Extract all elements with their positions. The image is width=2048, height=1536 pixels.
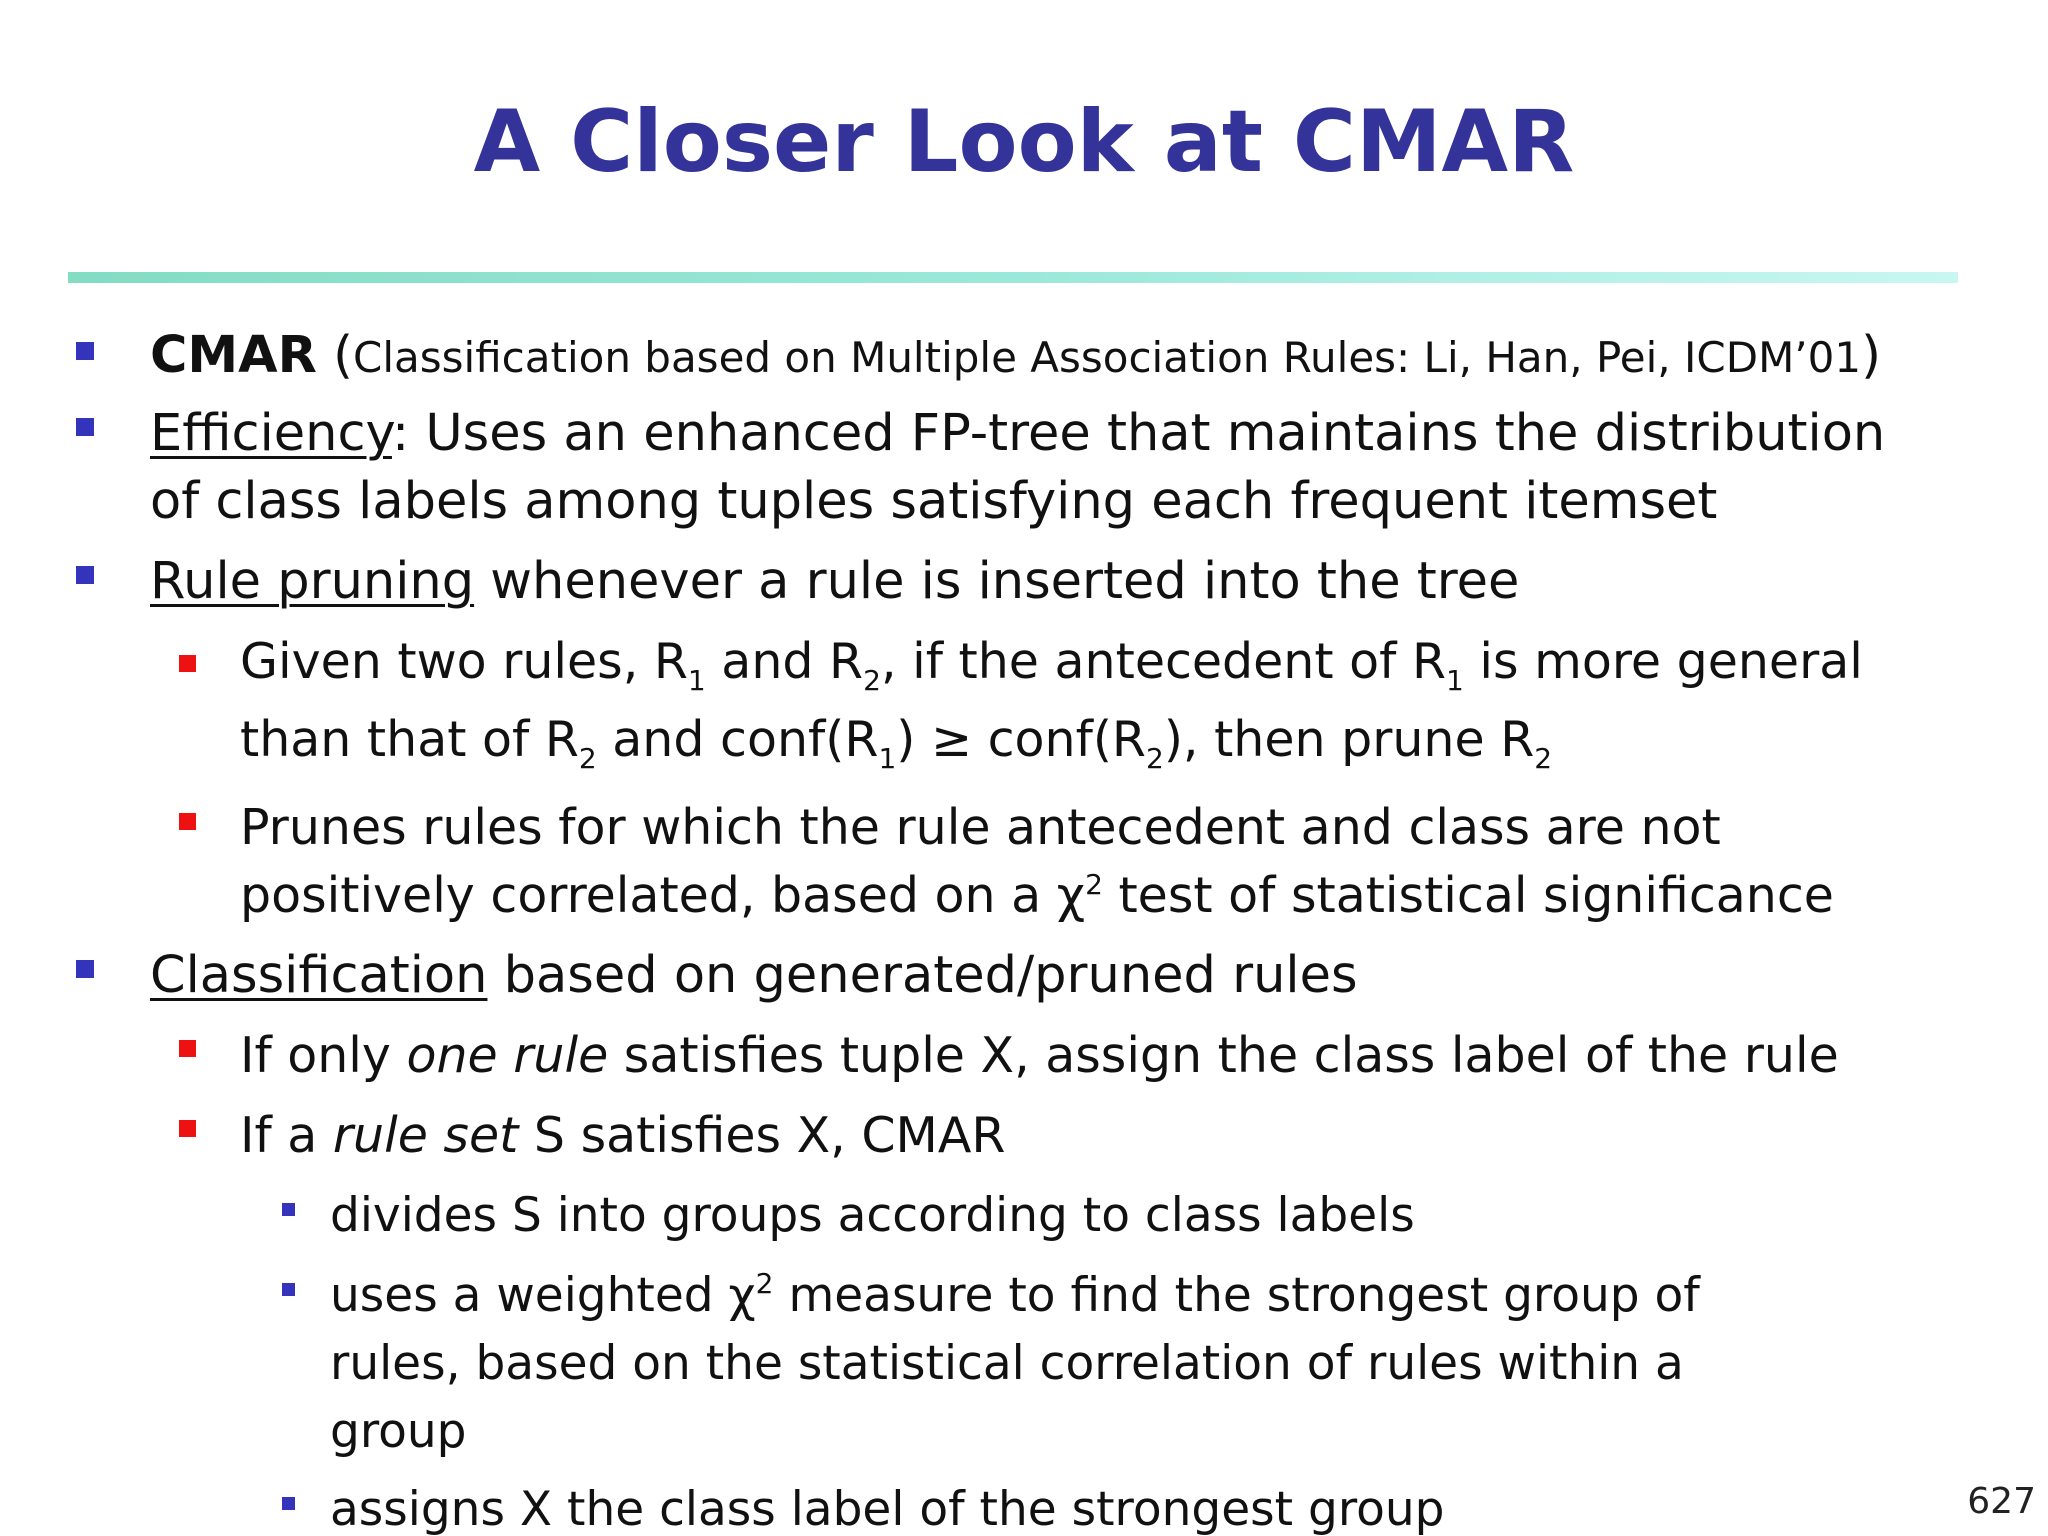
bullet-rule-pruning	[150, 548, 1519, 616]
bullet-classification	[150, 942, 1358, 1010]
subsubbullet-assigns: assigns X the class label of the strongest group	[330, 1482, 1445, 1536]
subbullet-square-icon	[179, 813, 196, 830]
bullet-square-icon	[76, 342, 94, 360]
bullet-efficiency-line2: of class labels among tuples satisfying each frequent itemset	[150, 472, 1718, 531]
classification-text: based on generated/pruned rules	[487, 946, 1358, 1005]
subbullet-prunes-rules-line2: positively correlated, based on a $\chi^2$ test of statistical significance	[240, 867, 1834, 924]
subbullet-rule-set: If a rule set S satisfies X, CMAR	[240, 1107, 1006, 1164]
subsubbullet-square-icon	[282, 1283, 295, 1296]
subbullet-one-rule: If only one rule satisfies tuple X, assign the class label of the rule	[240, 1027, 1839, 1084]
subbullet-square-icon	[179, 655, 196, 672]
slide-title: A Closer Look at CMAR	[473, 92, 1575, 192]
subsubbullet-square-icon	[282, 1203, 295, 1216]
bullet-square-icon	[76, 566, 94, 584]
classification-term: Classification	[150, 946, 488, 1005]
page-number: 627	[1967, 1481, 2036, 1522]
subsubbullet-square-icon	[282, 1497, 295, 1510]
cmar-term: CMAR	[150, 326, 317, 385]
subsubbullet-weighted-line1: uses a weighted $\chi^2$ measure to find the strongest group of	[330, 1267, 1700, 1323]
paren-close: )	[1861, 326, 1881, 385]
bullet-square-icon	[76, 418, 94, 436]
bullet-cmar	[150, 322, 1881, 392]
subbullet-square-icon	[179, 1120, 196, 1137]
subsubbullet-weighted-line2: rules, based on the statistical correlation of rules within a	[330, 1336, 1684, 1391]
bullet-square-icon	[76, 960, 94, 978]
subbullet-given-two-rules-line1: Given two rules, $R_1$ and $R_2$, if the antecedent of $R_1$ is more general	[240, 633, 1863, 697]
paren-open: (	[316, 326, 354, 385]
efficiency-term: Efficiency	[150, 404, 392, 463]
subsubbullet-weighted-line3: group	[330, 1404, 467, 1459]
bullet-efficiency-line1	[150, 400, 1885, 468]
efficiency-text-1: : Uses an enhanced FP-tree that maintains the distribution	[391, 404, 1886, 463]
subbullet-square-icon	[179, 1040, 196, 1057]
subbullet-given-two-rules-line2: than that of $R_2$ and $conf(R_1)$ ≥ $conf(R_2)$, then prune $R_2$	[240, 711, 1553, 775]
title-divider	[68, 272, 1958, 283]
cmar-citation: Classification based on Multiple Association Rules: Li, Han, Pei, ICDM’01	[353, 333, 1862, 382]
rule-pruning-text: whenever a rule is inserted into the tree	[474, 552, 1520, 611]
subbullet-prunes-rules-line1: Prunes rules for which the rule antecedent and class are not	[240, 799, 1721, 856]
rule-pruning-term: Rule pruning	[150, 552, 475, 611]
subsubbullet-divides: divides S into groups according to class labels	[330, 1188, 1415, 1243]
